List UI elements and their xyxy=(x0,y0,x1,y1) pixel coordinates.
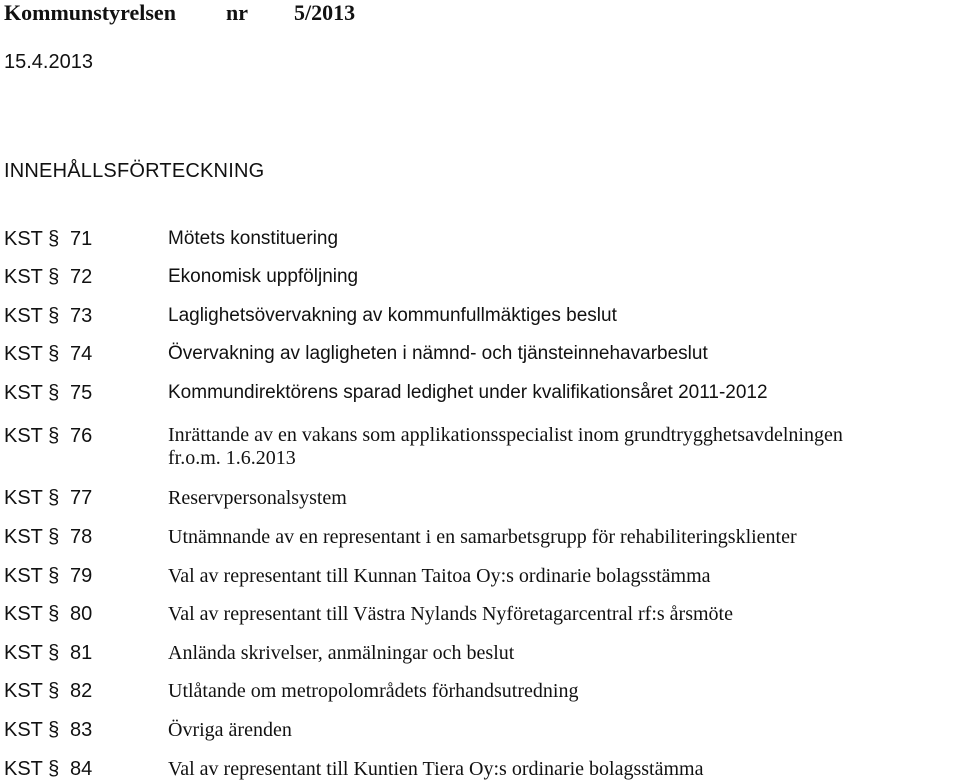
toc-entry-prefix: KST § xyxy=(4,382,60,404)
header-nr-label: nr xyxy=(226,0,248,25)
section-sign: § xyxy=(48,487,60,509)
toc-entry xyxy=(0,602,960,626)
toc-entry xyxy=(0,486,960,510)
toc-entry-title: Ekonomisk uppföljning xyxy=(168,266,359,287)
toc-entry-prefix: KST § xyxy=(4,487,60,509)
toc-entry xyxy=(0,304,960,328)
toc-entry xyxy=(0,679,960,703)
toc-entry-prefix: KST § xyxy=(4,343,60,365)
section-sign: § xyxy=(48,266,60,288)
toc-title: INNEHÅLLSFÖRTECKNING xyxy=(4,160,265,182)
toc-entry xyxy=(0,424,960,470)
toc-entry-title: Anlända skrivelser, anmälningar och beslut xyxy=(168,642,515,664)
toc-entry-number: 84 xyxy=(70,758,93,780)
header-org: Kommunstyrelsen xyxy=(4,0,176,25)
toc-entry xyxy=(0,381,960,405)
toc-entry xyxy=(0,641,960,665)
section-sign: § xyxy=(48,680,60,702)
toc-entry-title-line2: fr.o.m. 1.6.2013 xyxy=(168,447,296,469)
toc-entry xyxy=(0,265,960,289)
toc-entry-number: 82 xyxy=(70,680,93,702)
section-sign: § xyxy=(48,382,60,404)
toc-entry xyxy=(0,564,960,588)
toc-entry xyxy=(0,525,960,549)
toc-entry-number: 77 xyxy=(70,487,93,509)
toc-entry-title: Utlåtande om metropolområdets förhandsutredning xyxy=(168,680,579,702)
toc-entry-title: Laglighetsövervakning av kommunfullmäktiges beslut xyxy=(168,305,617,326)
toc-entry xyxy=(0,757,960,781)
toc-entry-title-line1: Inrättande av en vakans som applikationsspecialist inom grundtrygghetsavdelningen xyxy=(168,424,843,446)
toc-entry-title: Val av representant till Västra Nylands Nyföretagarcentral rf:s årsmöte xyxy=(168,603,733,625)
toc-entry-number: 80 xyxy=(70,603,93,625)
toc-entry-prefix: KST § xyxy=(4,425,60,447)
toc-entry xyxy=(0,718,960,742)
toc-entry-prefix: KST § xyxy=(4,305,60,327)
header-number: 5/2013 xyxy=(294,0,356,25)
toc-entry-number: 73 xyxy=(70,305,93,327)
toc-entry-prefix: KST § xyxy=(4,603,60,625)
meeting-date: 15.4.2013 xyxy=(4,51,93,73)
toc-entry-title: Reservpersonalsystem xyxy=(168,487,347,509)
toc-entry-title: Övervakning av lagligheten i nämnd- och tjänsteinnehavarbeslut xyxy=(168,343,708,364)
toc-entry-title: Mötets konstituering xyxy=(168,228,339,249)
toc-entry-prefix: KST § xyxy=(4,680,60,702)
section-sign: § xyxy=(48,526,60,548)
toc-entry-title: Val av representant till Kunnan Taitoa Oy:s ordinarie bolagsstämma xyxy=(168,565,711,587)
toc-entry-prefix: KST § xyxy=(4,758,60,780)
toc-entry-number: 78 xyxy=(70,526,93,548)
section-sign: § xyxy=(48,305,60,327)
section-sign: § xyxy=(48,565,60,587)
toc-entry-number: 72 xyxy=(70,266,93,288)
toc-entry-number: 71 xyxy=(70,228,93,250)
toc-entry xyxy=(0,342,960,366)
toc-entry-prefix: KST § xyxy=(4,526,60,548)
toc-entry-number: 74 xyxy=(70,343,93,365)
toc-entry-title: Övriga ärenden xyxy=(168,719,292,741)
toc-entry-number: 79 xyxy=(70,565,93,587)
section-sign: § xyxy=(48,425,60,447)
toc-entry-prefix: KST § xyxy=(4,228,60,250)
toc-entry-prefix: KST § xyxy=(4,719,60,741)
toc-entry-prefix: KST § xyxy=(4,565,60,587)
toc-entry-prefix: KST § xyxy=(4,266,60,288)
toc-entry-number: 76 xyxy=(70,425,93,447)
toc-entry-title: Utnämnande av en representant i en samarbetsgrupp för rehabiliteringsklienter xyxy=(168,526,797,548)
toc-entry xyxy=(0,227,960,251)
toc-entry-number: 83 xyxy=(70,719,93,741)
section-sign: § xyxy=(48,758,60,780)
toc-entry-title: Val av representant till Kuntien Tiera Oy:s ordinarie bolagsstämma xyxy=(168,758,704,780)
section-sign: § xyxy=(48,228,60,250)
toc-entry-prefix: KST § xyxy=(4,642,60,664)
document-header xyxy=(4,0,404,26)
section-sign: § xyxy=(48,603,60,625)
section-sign: § xyxy=(48,343,60,365)
toc-entry-title xyxy=(168,424,958,470)
toc-entry-title: Kommundirektörens sparad ledighet under kvalifikationsåret 2011-2012 xyxy=(168,382,768,403)
section-sign: § xyxy=(48,719,60,741)
section-sign: § xyxy=(48,642,60,664)
toc-entry-number: 75 xyxy=(70,382,93,404)
toc-entry-number: 81 xyxy=(70,642,93,664)
